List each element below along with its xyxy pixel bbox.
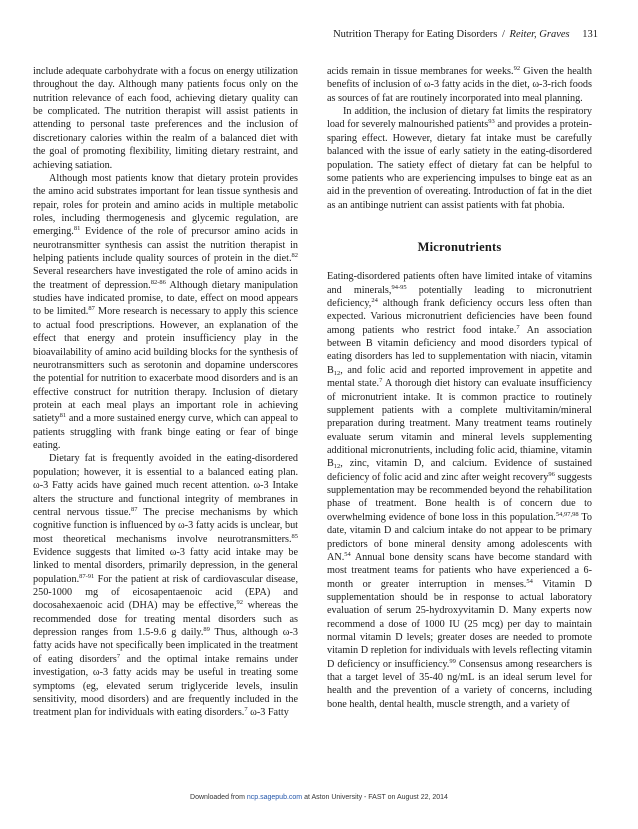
citation-superscript: 54,97,98: [555, 510, 579, 518]
text-run: A thorough diet history can evaluate insufficiency of micronutrient intake. It is common practice to routinely supplement patients with a complete multivitamin/mineral preparation during treatment. Many treatment teams routinely evaluate serum vitamin and mineral levels supplementing additional micronutrients, including folic acid, thiamine, vitamin B: [327, 378, 592, 470]
subscript: 12: [333, 369, 341, 377]
journal-title: Nutrition Therapy for Eating Disorders: [333, 29, 498, 40]
text-run: although frank deficiency occurs less often than expected. Various micronutrient deficiencies have been found among patients who restrict food intake.: [327, 298, 592, 336]
paragraph: [327, 105, 592, 212]
text-run: Consensus among researchers is that a target level of 35-40 ng/mL is an ideal serum level for health and the prevention of a variety of concerns, including bone health, dental health, muscle strength, and a variety of: [327, 658, 592, 710]
page-number: 131: [582, 29, 598, 40]
citation-superscript: 89: [203, 626, 210, 634]
citation-superscript: 93: [488, 118, 495, 126]
citation-superscript: 54: [344, 550, 351, 558]
header-separator: /: [502, 29, 505, 40]
citation-superscript: 81: [59, 412, 67, 420]
text-run: ω-3 Fatty: [247, 707, 289, 719]
citation-superscript: 81: [73, 225, 81, 233]
citation-superscript: 7: [516, 323, 520, 331]
text-run: The precise mechanisms by which cognitive function is influenced by ω-3 fatty acids is unclear, but most theoretical mechanisms involve neurotransmitters.: [33, 506, 299, 545]
citation-superscript: 7: [244, 706, 248, 714]
text-run: , zinc, vitamin D, and calcium. Evidence of sustained deficiency of folic acid and zinc after weight recovery: [327, 458, 592, 483]
text-run: Evidence of the role of precursor amino acids in neurotransmitter synthesis can assist the nutrition therapist in helping patients include quality sources of protein in the diet.: [33, 226, 298, 265]
text-run: suggests supplementation may be recommended beyond the rehabilitation phase of treatment. Bone health is of concern due to overwhelming evidence of bone loss in this population.: [327, 471, 592, 523]
citation-superscript: 92: [236, 599, 243, 607]
text-run: To date, vitamin D and calcium intake do not appear to be primary predictors of bone mineral density among adolescents with AN.: [327, 511, 592, 563]
footer-prefix: Downloaded from: [190, 794, 245, 801]
text-run: Eating-disordered patients often have limited intake of vitamins and minerals,: [327, 271, 592, 296]
header-authors: Reiter, Graves: [509, 29, 570, 40]
paragraph: [33, 452, 298, 719]
citation-superscript: 96: [548, 470, 555, 478]
citation-superscript: 82: [291, 252, 298, 260]
text-run: and provides a protein-sparing effect. However, dietary fat intake must be carefully balanced with the issue of early satiety in the eating-disordered population. The satiety effect of dietary fat can be helpful to some patients who are experiencing impulses to binge eat as an aid in the prevention of overeating. Introduction of fat in the diet as an antibinge nutrient can assist patients with fat phobia.: [327, 119, 592, 211]
paragraph: [33, 172, 298, 453]
running-header: [330, 29, 598, 40]
text-run: Evidence suggests that limited ω-3 fatty acid intake may be linked to mental disorders, primarily depression, in the general population.: [33, 546, 298, 585]
citation-superscript: 24: [371, 297, 378, 305]
section-heading: Micronutrients: [417, 239, 502, 254]
text-run: whereas the recommended dose for treating mental disorders such as depression ranges from 1.5-9.6 g daily.: [33, 600, 298, 639]
paragraph: include adequate carbohydrate with a focus on energy utilization throughout the day. Although many patients focus only on the nutrition relevance of each food, achieving dietary quality can be complicated. The nutrition therapist will assist patients in attending to personal taste preferences and the inclusion of discretionary calories within the realm of a balanced diet with the goal of promoting flexibility, limiting dietary restraint, and achieving satiation.: [33, 66, 298, 171]
citation-superscript: 92: [513, 65, 521, 72]
citation-superscript: 94-95: [391, 283, 407, 291]
citation-superscript: 54: [526, 577, 533, 585]
citation-superscript: 7: [116, 652, 121, 660]
citation-superscript: 87: [130, 505, 138, 513]
text-run: An association between B vitamin deficiency and mood disorders typical of eating disorders has led to supplementation with niacin, vitamin B: [327, 324, 593, 376]
text-run: Thus, although ω-3 fatty acids have not specifically been implicated in the treatment of eating disorders: [33, 627, 298, 665]
text-run: Although most patients know that dietary protein provides the amino acid substrates important for lean tissue synthesis and repair, roles for protein and amino acids in multiple metabolic roles, including thermogenesis and glycemic regulation, are emerging.: [33, 172, 298, 238]
citation-superscript: 85: [291, 532, 298, 540]
text-run: Although dietary manipulation studies have indicated promise, to date, effect on mood appears to be limited.: [33, 279, 298, 318]
text-run: Vitamin D supplementation should be in response to actual laboratory evaluation of serum 25-hydroxyvitamin D. Many experts now recommend a dose of 1000 IU (25 mcg) per day to maintain normal vitamin D levels; greater doses are needed to promote vitamin D repletion for individuals with levels reflecting vitamin D deficiency or insufficiency.: [327, 578, 593, 670]
text-run: and a more sustained energy curve, which can appeal to patients struggling with frank binge eating or fear of binge eating.: [33, 413, 298, 452]
text-run: and the optimal intake remains under investigation, ω-3 fatty acids may be useful in treating some symptoms (eg, elevated serum triglyceride levels, insulin sensitivity, mood disorders) and are frequently included in the treatment plan for individuals with eating disorders.: [33, 653, 298, 719]
footer-suffix: at Aston University - FAST on August 22, 2014: [304, 794, 448, 801]
citation-superscript: 82-86: [150, 278, 166, 286]
citation-superscript: 87-91: [79, 572, 95, 580]
citation-superscript: 7: [379, 377, 383, 385]
text-run: Annual bone density scans have become standard with most treatment teams for patients who have experienced a 6-month or greater interruption in menses.: [327, 551, 592, 590]
text-run: , and folic acid and reported improvement in appetite and mental state.: [327, 364, 592, 390]
paragraph: [327, 270, 592, 711]
text-run: More research is necessary to apply this science to actual food prescriptions. However, an explanation of the effect that energy and protein insufficiency play in the bioavailability of amino acid building blocks for the synthesis of neurotransmitters such as serotonin and dopamine underscores the potential for nutrition to exacerbate mood disorders and is an effective construct for nutrition therapy. Inclusion of dietary protein at each meal plays an important role in achieving satiety: [33, 306, 299, 425]
subscript: 12: [333, 463, 341, 471]
text-run: Given the health benefits of inclusion of ω-3 fatty acids in the diet, ω-3-rich foods as sources of fat are routinely incorporated into meal planning.: [327, 66, 592, 104]
right-column: [327, 65, 592, 711]
text-run: Several researchers have investigated the role of amino acids in the treatment of depression.: [33, 266, 298, 291]
text-run: In addition, the inclusion of dietary fat limits the respiratory load for severely malnourished patients: [327, 106, 592, 131]
text-run: potentially leading to micronutrient deficiency,: [327, 284, 592, 310]
citation-superscript: 99: [449, 657, 456, 665]
left-column: [33, 65, 298, 720]
citation-superscript: 87: [88, 305, 95, 313]
paragraph: [327, 65, 592, 105]
text-run: For the patient at risk of cardiovascular disease, 250-1000 mg of eicosapentaenoic acid (EPA) and docosahexaenoic acid (DHA) may be effective,: [33, 573, 298, 612]
text-run: Dietary fat is frequently avoided in the eating-disordered population; however, it is essential to a balanced eating plan. ω-3 Fatty acids have gained much recent attention. ω-3 Intake alters the structure and functional integrity of membranes in central nervous tissue.: [33, 453, 298, 518]
download-footer: [0, 794, 638, 801]
footer-link[interactable]: ncp.sagepub.com: [246, 794, 303, 801]
text-run: acids remain in tissue membranes for weeks.: [327, 66, 514, 77]
